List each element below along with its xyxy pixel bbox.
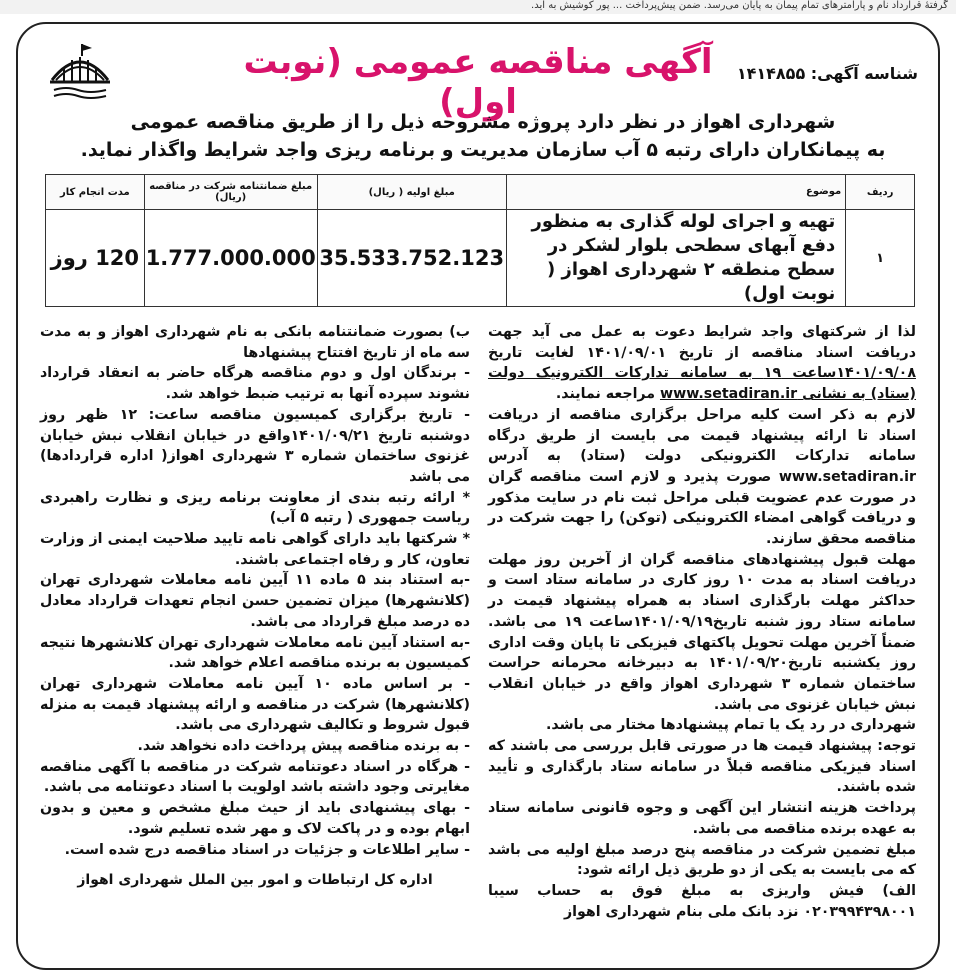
clause-commission-date: - تاریخ برگزاری کمیسیون مناقصه ساعت: ۱۲ ظهر روز دوشنبه تاریخ ۱۴۰۱/۰۹/۲۱واقع در خیابان انقلاب نبش خیابان غزنوی ساختمان شماره ۳ شهرداری اهواز( اداره قراردادها) می باشد: [40, 406, 471, 485]
right-column: [488, 322, 916, 922]
document-dates-text: لذا از شرکتهای واجد شرایط دعوت به عمل می آید جهت دریافت اسناد مناقصه از تاریخ ۱۴۰۱/۰۹/۰۱ لغایت تاریخ: [488, 324, 916, 361]
cell-price: 35.533.752.123: [317, 210, 506, 307]
paragraph-document-dates: [488, 322, 916, 405]
cell-guarantee: 1.777.000.000: [144, 210, 317, 307]
setad-link-text: ۱۴۰۱/۰۹/۰۸ساعت ۱۹ به سامانه تدارکات الکترونیک دولت (ستاد) به نشانی www.setadiran.ir: [488, 365, 916, 403]
clause-sealed-bid: - بهای پیشنهادی باید از حیث مبلغ مشخص و معین و بدون ابهام بوده و در پاکت لاک و مهر شده تسلیم شود.: [40, 800, 470, 837]
clause-performance-guarantee: -به استناد بند ۵ ماده ۱۱ آیین نامه معاملات شهرداری تهران (کلانشهرها) میزان تضمین حسن انجام تعهدات قرارداد معادل ده درصد مبلغ قرارداد می باشد.: [40, 572, 470, 630]
clause-other-info: - سایر اطلاعات و جزئیات در اسناد مناقصه درج شده است.: [64, 841, 470, 858]
guarantee-percent: پنج درصد: [631, 841, 696, 858]
paragraph-publication-cost: پرداخت هزینه انتشار این آگهی و وجوه قانونی سامانه ستاد به عهده برنده مناقصه می باشد.: [488, 800, 916, 837]
left-column: [40, 322, 470, 891]
guarantee-text-c: مبلغ اولیه می باشد که می بایست به یکی از دو طریق ذیل ارائه شود:: [488, 841, 916, 879]
paragraph-attention-note: توجه: پیشنهاد قیمت ها در صورتی قابل بررسی می باشند که اسناد فیزیکی مناقصه قبلاً در سامانه ستاد بارگذاری و تأیید شده باشند.: [488, 738, 916, 796]
advertisement-frame: [16, 22, 940, 970]
clause-bank-guarantee: ب) بصورت ضمانتنامه بانکی به نام شهرداری اهواز و به مدت سه ماه از تاریخ افتتاح پیشنهادها: [40, 324, 470, 361]
ad-title: آگهی مناقصه عمومی (نوبت اول): [243, 42, 713, 122]
header-duration: مدت انجام کار: [46, 175, 145, 210]
cell-subject: تهیه و اجرای لوله گذاری به منظور دفع آبهای سطحی بلوار لشکر در سطح منطقه ۲ شهرداری اهواز ( نوبت اول): [506, 210, 845, 307]
clause-ranking: * ارائه رتبه بندی از معاونت برنامه ریزی و نظارت راهبردی ریاست جمهوری ( رتبه ۵ آب): [40, 489, 470, 527]
table-row: [46, 210, 915, 307]
header-row-number: ردیف: [846, 175, 915, 210]
document-dates-tail: مراجعه نمایند.: [555, 386, 660, 403]
top-clipped-text: گرفتهٔ قرارداد نام و پارامترهای تمام پیمان به پایان می‌رسد. ضمن پیش‌پرداخت ... پور کوشیش به آید.: [0, 0, 956, 14]
intro-line-1: شهرداری اهواز در نظر دارد پروژه مشروحه ذیل را از طریق مناقصه عمومی: [130, 111, 836, 133]
ad-id: شناسه آگهی: ۱۴۱۴۸۵۵: [736, 64, 918, 83]
intro-text: [58, 108, 908, 164]
paragraph-setad-procedure: لازم به ذکر است کلیه مراحل برگزاری مناقصه از دریافت اسناد تا ارائه پیشنهاد قیمت می بایست از طریق درگاه سامانه تدارکات الکترونیکی دولت (ستاد) به آدرس www.setadiran.ir صورت پذیرد و لازم است مناقصه گران در صورت عدم عضویت قبلی مراحل ثبت نام در سایت مذکور و دریافت گواهی امضاء الکترونیکی (توکن) را جهت شرکت در مناقصه محقق سازند.: [488, 406, 916, 548]
ahvaz-bridge-logo-icon: [48, 40, 112, 102]
clause-safety-certificate: * شرکتها باید دارای گواهی نامه تایید صلاحیت ایمنی از وزارت تعاون، کار و رفاه اجتماعی باشند.: [40, 531, 470, 568]
header-price: مبلغ اولیه ( ریال): [317, 175, 506, 210]
cell-row-number: ۱: [846, 210, 915, 307]
clause-priority-documents: - هرگاه در اسناد دعوتنامه شرکت در مناقصه با آگهی مناقصه مغایرتی وجود داشته باشد اولویت با اسناد دعوتنامه می باشد.: [40, 758, 470, 796]
paragraph-rejection-right: شهرداری در رد یک یا تمام پیشنهادها مختار می باشد.: [546, 717, 916, 734]
clause-acceptance-terms: - بر اساس ماده ۱۰ آیین نامه معاملات شهرداری تهران (کلانشهرها) شرکت در مناقصه و ارائه پیشنهاد قیمت به منزله قبول شروط و تکالیف شهرداری می باشد.: [40, 675, 470, 734]
issuer-footer: اداره کل ارتباطات و امور بین الملل شهرداری اهواز: [77, 872, 433, 889]
cell-duration: 120 روز: [46, 210, 145, 307]
clause-result-announcement: -به استناد آیین نامه معاملات شهرداری تهران کلانشهرها نتیجه کمیسیون به برنده مناقصه اعلام خواهد شد.: [40, 634, 470, 672]
header-guarantee: مبلغ ضمانتنامه شرکت در مناقصه (ریال): [144, 175, 317, 210]
paragraph-deposit-slip: الف) فیش واریزی به مبلغ فوق به حساب سیبا ۰۲۰۳۹۹۴۳۹۸۰۰۱ نزد بانک ملی بنام شهرداری اهواز: [488, 882, 916, 920]
paragraph-guarantee-amount: [488, 840, 916, 881]
guarantee-text-a: مبلغ تضمین شرکت در مناقصه: [695, 841, 916, 858]
paragraph-deadlines: مهلت قبول پیشنهادهای مناقصه گران از آخرین روز مهلت دریافت اسناد به مدت ۱۰ روز کاری در سامانه ستاد است و حداکثر مهلت بارگذاری اسناد به همراه پیشنهاد قیمت در سامانه ستاد روز شنبه تاریخ۱۴۰۱/۰۹/۱۹ساعت ۱۹ می باشد. ضمناً آخرین مهلت تحویل پاکتهای فیزیکی تا پایان وقت اداری روز یکشنبه تاریخ۱۴۰۱/۰۹/۲۰ به دبیرخانه محرمانه حراست ساختمان شماره ۳ شهرداری اهواز واقع در خیابان انقلاب نبش خیابان غزنوی می باشد.: [488, 551, 916, 713]
header-subject: موضوع: [506, 175, 845, 210]
table-header-row: [46, 175, 915, 210]
clause-no-prepayment: - به برنده مناقصه پیش پرداخت داده نخواهد شد.: [137, 738, 470, 755]
tender-table: [45, 174, 915, 307]
intro-line-2: به پیمانکاران دارای رتبه ۵ آب سازمان مدیریت و برنامه ریزی واجد شرایط واگذار نماید.: [80, 139, 886, 161]
clause-winners-forfeit: - برندگان اول و دوم مناقصه هرگاه حاضر به انعقاد قرارداد نشوند سپرده آنها به ترتیب ضبط خواهد شد.: [40, 365, 470, 403]
